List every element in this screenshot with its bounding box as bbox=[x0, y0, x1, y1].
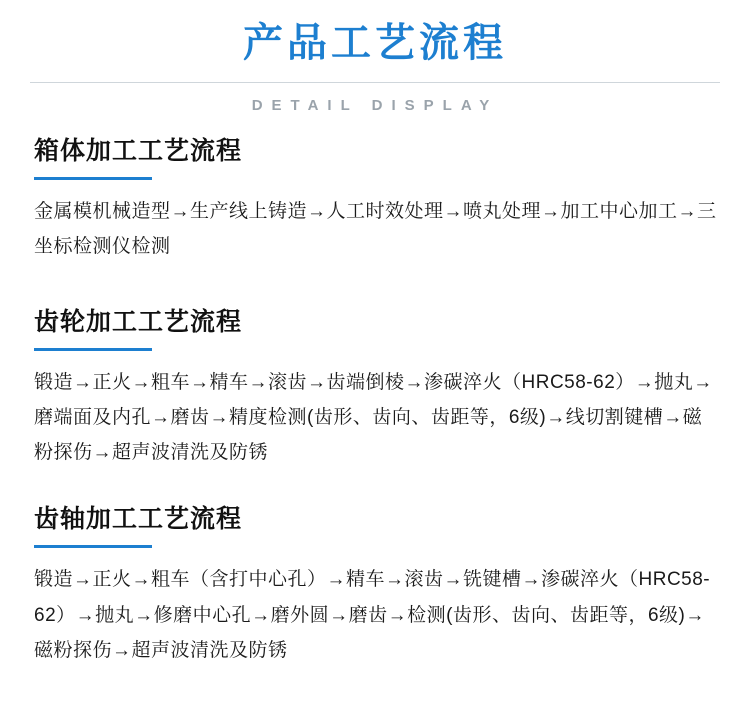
section-box-process bbox=[34, 136, 720, 265]
header-divider bbox=[30, 82, 720, 83]
section-title: 齿轴加工工艺流程 bbox=[34, 505, 243, 534]
section-body: 锻造→正火→粗车→精车→滚齿→齿端倒棱→渗碳淬火（HRC58-62）→抛丸→磨端面及内孔→磨齿→精度检测(齿形、齿向、齿距等，6级)→线切割键槽→磁粉探伤→超声波清洗及防锈 bbox=[34, 371, 713, 464]
page-header bbox=[0, 0, 750, 114]
section-title: 齿轮加工工艺流程 bbox=[34, 307, 243, 336]
section-title-underline bbox=[34, 348, 152, 351]
section-body: 锻造→正火→粗车（含打中心孔）→精车→滚齿→铣键槽→渗碳淬火（HRC58-62）→抛丸→修磨中心孔→磨外圆→磨齿→检测(齿形、齿向、齿距等，6级)→磁粉探伤→超声波清洗及防锈 bbox=[34, 569, 711, 661]
section-gear-shaft-process bbox=[34, 504, 720, 668]
page-title: 产品工艺流程 bbox=[243, 21, 507, 65]
section-title-underline bbox=[34, 177, 152, 180]
section-title-underline bbox=[34, 545, 152, 548]
page-subtitle: DETAIL DISPLAY bbox=[251, 97, 499, 114]
section-title: 箱体加工工艺流程 bbox=[34, 137, 243, 165]
section-gear-process bbox=[34, 307, 720, 471]
section-body: 金属模机械造型→生产线上铸造→人工时效处理→喷丸处理→加工中心加工→三坐标检测仪检测 bbox=[34, 201, 717, 258]
content-area bbox=[0, 114, 750, 668]
